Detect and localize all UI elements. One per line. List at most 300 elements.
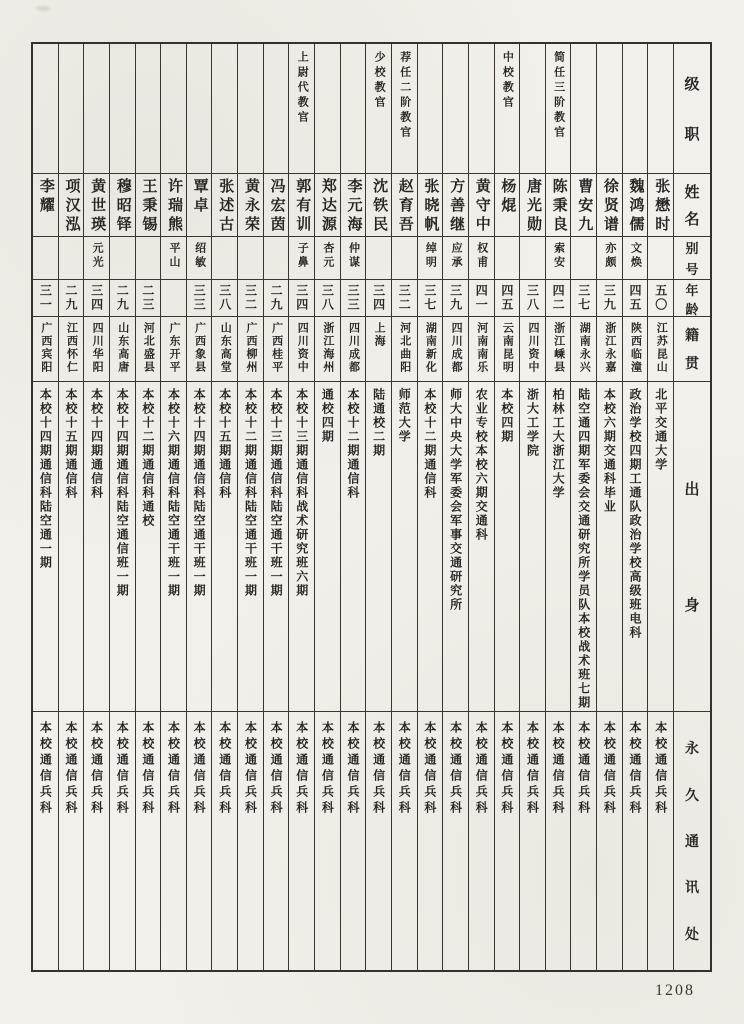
name-cell xyxy=(238,174,263,237)
alias-value: 仲谋 xyxy=(347,242,360,270)
alias-value: 权甫 xyxy=(475,242,488,270)
person-name: 张述古 xyxy=(217,178,234,235)
origin-cell xyxy=(136,382,161,712)
name-cell xyxy=(110,174,135,237)
rank-cell xyxy=(443,44,468,174)
header-name-label: 姓 名 xyxy=(684,184,700,229)
origin-cell xyxy=(392,382,417,712)
native-place-cell xyxy=(84,317,109,382)
age-value: 五〇 xyxy=(653,284,668,312)
person-column xyxy=(33,44,58,970)
origin-cell xyxy=(623,382,648,712)
rank-cell xyxy=(546,44,571,174)
name-cell xyxy=(33,174,58,237)
origin-cell xyxy=(315,382,340,712)
permanent-address-cell xyxy=(366,712,391,970)
native-place-cell xyxy=(136,317,161,382)
origin-cell xyxy=(597,382,622,712)
person-column xyxy=(340,44,366,970)
alias-value: 应承 xyxy=(450,242,463,270)
table-header-column xyxy=(673,44,710,970)
person-name: 徐贤谱 xyxy=(601,178,618,235)
age-value: 二九 xyxy=(63,284,78,312)
origin-cell xyxy=(418,382,443,712)
name-cell xyxy=(623,174,648,237)
name-cell xyxy=(136,174,161,237)
native-place-value: 四川资中 xyxy=(296,322,309,374)
alias-value: 亦颇 xyxy=(603,242,616,270)
name-cell xyxy=(392,174,417,237)
rank-cell xyxy=(59,44,84,174)
age-value: 三四 xyxy=(294,284,309,312)
age-cell xyxy=(648,280,673,317)
person-column xyxy=(314,44,340,970)
native-place-value: 河南南乐 xyxy=(475,322,488,374)
person-name: 黄世瑛 xyxy=(89,178,106,235)
origin-cell xyxy=(520,382,545,712)
person-name: 陈秉良 xyxy=(550,178,567,235)
person-name: 许瑞熊 xyxy=(166,178,183,235)
permanent-address-value: 本校通信兵科 xyxy=(653,721,668,817)
permanent-address-value: 本校通信兵科 xyxy=(320,721,335,817)
person-name: 黄永荣 xyxy=(242,178,259,235)
person-column xyxy=(58,44,84,970)
native-place-value: 江苏昆山 xyxy=(655,322,668,374)
alias-cell xyxy=(623,237,648,280)
native-place-value: 广东开平 xyxy=(168,322,181,374)
rank-cell xyxy=(495,44,520,174)
person-name: 李耀 xyxy=(37,178,54,216)
native-place-value: 广西象县 xyxy=(193,322,206,374)
origin-value: 本校十三期通信科陆空通干班一期 xyxy=(269,388,284,598)
person-column xyxy=(135,44,161,970)
origin-cell xyxy=(187,382,212,712)
alias-cell xyxy=(84,237,109,280)
origin-cell xyxy=(571,382,596,712)
native-place-value: 浙江海州 xyxy=(321,322,334,374)
alias-value: 索安 xyxy=(552,242,565,270)
native-place-value: 河北曲阳 xyxy=(398,322,411,374)
person-name: 黄守中 xyxy=(473,178,490,235)
page-number: 1208 xyxy=(655,982,695,999)
age-cell xyxy=(520,280,545,317)
person-column xyxy=(442,44,468,970)
native-place-value: 广西宾阳 xyxy=(39,322,52,374)
native-place-cell xyxy=(623,317,648,382)
rank-value: 中校教官 xyxy=(501,51,514,111)
name-cell xyxy=(84,174,109,237)
origin-value: 师大中央大学军委会军事交通研究所 xyxy=(448,388,463,612)
name-cell xyxy=(443,174,468,237)
permanent-address-value: 本校通信兵科 xyxy=(140,721,155,817)
permanent-address-cell xyxy=(495,712,520,970)
rank-value: 荐任二阶教官 xyxy=(398,51,411,141)
person-columns xyxy=(33,44,673,970)
name-cell xyxy=(315,174,340,237)
person-name: 魏鸿儒 xyxy=(627,178,644,235)
alias-cell xyxy=(136,237,161,280)
rank-cell xyxy=(212,44,237,174)
native-place-value: 广西柳州 xyxy=(244,322,257,374)
age-value: 三一 xyxy=(38,284,53,312)
rank-cell xyxy=(418,44,443,174)
native-place-cell xyxy=(648,317,673,382)
native-place-value: 四川成都 xyxy=(450,322,463,374)
origin-value: 本校十二期通信科陆空通干班一期 xyxy=(243,388,258,598)
age-cell xyxy=(597,280,622,317)
native-place-cell xyxy=(571,317,596,382)
permanent-address-value: 本校通信兵科 xyxy=(294,721,309,817)
age-value: 三七 xyxy=(422,284,437,312)
name-cell xyxy=(366,174,391,237)
origin-cell xyxy=(648,382,673,712)
origin-value: 本校十四期通信科陆空通干班一期 xyxy=(192,388,207,598)
age-cell xyxy=(59,280,84,317)
native-place-cell xyxy=(59,317,84,382)
name-cell xyxy=(187,174,212,237)
alias-cell xyxy=(392,237,417,280)
native-place-cell xyxy=(341,317,366,382)
native-place-cell xyxy=(520,317,545,382)
permanent-address-value: 本校通信兵科 xyxy=(602,721,617,817)
person-name: 曹安九 xyxy=(576,178,593,235)
alias-cell xyxy=(187,237,212,280)
age-value: 三三 xyxy=(346,284,360,312)
person-column xyxy=(186,44,212,970)
permanent-address-cell xyxy=(597,712,622,970)
age-cell xyxy=(495,280,520,317)
rank-cell xyxy=(520,44,545,174)
age-cell xyxy=(289,280,314,317)
permanent-address-cell xyxy=(264,712,289,970)
person-name: 项汉泓 xyxy=(63,178,80,235)
native-place-cell xyxy=(161,317,186,382)
age-cell xyxy=(212,280,237,317)
person-column xyxy=(109,44,135,970)
person-column xyxy=(160,44,186,970)
rank-cell xyxy=(136,44,161,174)
permanent-address-cell xyxy=(418,712,443,970)
native-place-cell xyxy=(546,317,571,382)
origin-value: 陆空通四期军委会交通研究所学员队本校战术班七期 xyxy=(576,388,591,710)
person-column xyxy=(545,44,571,970)
origin-value: 本校十四期通信科陆空通一期 xyxy=(38,388,53,570)
alias-cell xyxy=(418,237,443,280)
header-name-cell xyxy=(674,174,710,237)
permanent-address-value: 本校通信兵科 xyxy=(269,721,284,817)
scan-smudge xyxy=(36,6,50,11)
native-place-value: 浙江嵊县 xyxy=(552,322,565,374)
alias-cell xyxy=(443,237,468,280)
age-value: 四五 xyxy=(499,284,514,312)
alias-cell xyxy=(161,237,186,280)
header-origin-label: 出 身 xyxy=(684,481,700,615)
permanent-address-cell xyxy=(341,712,366,970)
origin-cell xyxy=(110,382,135,712)
alias-value: 绰明 xyxy=(424,242,437,270)
alias-value: 子鼻 xyxy=(296,242,309,270)
header-alias-label: 别 号 xyxy=(685,241,699,277)
header-permanent-address-label: 永 久 通 讯 处 xyxy=(685,742,699,943)
origin-value: 通校四期 xyxy=(320,388,335,444)
permanent-address-cell xyxy=(546,712,571,970)
alias-cell xyxy=(212,237,237,280)
person-column xyxy=(494,44,520,970)
native-place-value: 陕西临潼 xyxy=(629,322,642,374)
rank-cell xyxy=(315,44,340,174)
name-cell xyxy=(495,174,520,237)
permanent-address-value: 本校通信兵科 xyxy=(499,721,514,817)
permanent-address-cell xyxy=(648,712,673,970)
age-value: 三九 xyxy=(448,284,463,312)
native-place-value: 广西桂平 xyxy=(270,322,283,374)
permanent-address-value: 本校通信兵科 xyxy=(371,721,386,817)
alias-value: 元光 xyxy=(91,242,104,270)
age-value: 二九 xyxy=(115,284,130,312)
native-place-cell xyxy=(597,317,622,382)
permanent-address-value: 本校通信兵科 xyxy=(628,721,643,817)
person-name: 覃卓 xyxy=(191,178,208,216)
age-cell xyxy=(187,280,212,317)
origin-cell xyxy=(366,382,391,712)
header-native-place-cell xyxy=(674,317,710,382)
person-name: 沈铁民 xyxy=(371,178,388,235)
age-value: 二三 xyxy=(140,284,155,312)
native-place-cell xyxy=(264,317,289,382)
person-column xyxy=(647,44,673,970)
age-value: 三四 xyxy=(371,284,386,312)
native-place-value: 浙江永嘉 xyxy=(603,322,616,374)
age-cell xyxy=(546,280,571,317)
age-cell xyxy=(366,280,391,317)
permanent-address-cell xyxy=(161,712,186,970)
permanent-address-value: 本校通信兵科 xyxy=(38,721,53,817)
age-cell xyxy=(418,280,443,317)
rank-cell xyxy=(289,44,314,174)
origin-value: 本校十五期通信科 xyxy=(63,388,78,500)
age-cell xyxy=(110,280,135,317)
rank-cell xyxy=(469,44,494,174)
rank-cell xyxy=(264,44,289,174)
rank-cell xyxy=(238,44,263,174)
permanent-address-value: 本校通信兵科 xyxy=(576,721,591,817)
name-cell xyxy=(212,174,237,237)
alias-cell xyxy=(469,237,494,280)
alias-cell xyxy=(238,237,263,280)
origin-value: 师范大学 xyxy=(397,388,412,444)
rank-cell xyxy=(341,44,366,174)
origin-cell xyxy=(341,382,366,712)
age-value: 二九 xyxy=(269,284,284,312)
person-column xyxy=(391,44,417,970)
age-cell xyxy=(623,280,648,317)
origin-cell xyxy=(443,382,468,712)
permanent-address-cell xyxy=(59,712,84,970)
alias-cell xyxy=(597,237,622,280)
name-cell xyxy=(418,174,443,237)
rank-cell xyxy=(187,44,212,174)
native-place-cell xyxy=(289,317,314,382)
origin-value: 政治学校四期工通队政治学校高级班电科 xyxy=(628,388,643,640)
permanent-address-cell xyxy=(469,712,494,970)
native-place-cell xyxy=(366,317,391,382)
age-cell xyxy=(443,280,468,317)
age-cell xyxy=(84,280,109,317)
name-cell xyxy=(264,174,289,237)
name-cell xyxy=(341,174,366,237)
permanent-address-value: 本校通信兵科 xyxy=(89,721,104,817)
age-cell xyxy=(571,280,596,317)
native-place-cell xyxy=(110,317,135,382)
permanent-address-cell xyxy=(443,712,468,970)
person-column xyxy=(468,44,494,970)
rank-cell xyxy=(623,44,648,174)
person-column xyxy=(519,44,545,970)
person-name: 赵育吾 xyxy=(396,178,413,235)
permanent-address-value: 本校通信兵科 xyxy=(217,721,232,817)
permanent-address-cell xyxy=(315,712,340,970)
origin-cell xyxy=(469,382,494,712)
person-name: 郭有训 xyxy=(294,178,311,235)
alias-cell xyxy=(264,237,289,280)
alias-value: 绍敏 xyxy=(193,242,206,270)
alias-cell xyxy=(289,237,314,280)
rank-cell xyxy=(392,44,417,174)
age-cell xyxy=(238,280,263,317)
origin-value: 本校十二期通信科 xyxy=(346,388,360,500)
rank-cell xyxy=(597,44,622,174)
rank-value: 简任三阶教官 xyxy=(552,51,565,141)
person-name: 唐光勋 xyxy=(524,178,541,235)
header-native-place-label: 籍 贯 xyxy=(685,329,699,372)
age-value: 三七 xyxy=(576,284,591,312)
origin-value: 本校四期 xyxy=(499,388,514,444)
permanent-address-value: 本校通信兵科 xyxy=(422,721,437,817)
rank-value: 少校教官 xyxy=(373,51,386,111)
permanent-address-cell xyxy=(571,712,596,970)
origin-value: 本校十四期通信科陆空通信班一期 xyxy=(115,388,130,598)
age-value: 三三 xyxy=(192,284,207,312)
age-cell xyxy=(264,280,289,317)
permanent-address-value: 本校通信兵科 xyxy=(166,721,181,817)
origin-value: 本校十五期通信科 xyxy=(217,388,232,500)
origin-value: 本校十二期通信科通校 xyxy=(140,388,155,528)
alias-cell xyxy=(366,237,391,280)
person-name: 郑达源 xyxy=(319,178,336,235)
alias-cell xyxy=(546,237,571,280)
name-cell xyxy=(520,174,545,237)
age-value: 三八 xyxy=(525,284,540,312)
person-name: 冯宏茵 xyxy=(268,178,285,235)
header-rank-cell xyxy=(674,44,710,174)
name-cell xyxy=(571,174,596,237)
rank-cell xyxy=(33,44,58,174)
name-cell xyxy=(59,174,84,237)
name-cell xyxy=(161,174,186,237)
permanent-address-value: 本校通信兵科 xyxy=(474,721,489,817)
native-place-value: 四川资中 xyxy=(526,322,539,374)
permanent-address-cell xyxy=(212,712,237,970)
alias-value: 文焕 xyxy=(629,242,642,270)
header-alias-cell xyxy=(674,237,710,280)
permanent-address-value: 本校通信兵科 xyxy=(448,721,463,817)
native-place-cell xyxy=(315,317,340,382)
age-value: 三二 xyxy=(397,284,412,312)
permanent-address-value: 本校通信兵科 xyxy=(115,721,130,817)
permanent-address-cell xyxy=(623,712,648,970)
alias-cell xyxy=(648,237,673,280)
person-column xyxy=(570,44,596,970)
origin-value: 本校六期交通科毕业 xyxy=(602,388,617,514)
name-cell xyxy=(289,174,314,237)
native-place-value: 上海 xyxy=(373,322,386,348)
origin-cell xyxy=(59,382,84,712)
native-place-value: 山东高堂 xyxy=(219,322,232,374)
permanent-address-cell xyxy=(84,712,109,970)
permanent-address-cell xyxy=(187,712,212,970)
header-age-cell xyxy=(674,280,710,317)
age-cell xyxy=(315,280,340,317)
rank-cell xyxy=(84,44,109,174)
name-cell xyxy=(546,174,571,237)
native-place-cell xyxy=(392,317,417,382)
personnel-register-table xyxy=(31,42,712,972)
person-column xyxy=(263,44,289,970)
native-place-cell xyxy=(187,317,212,382)
age-value: 三二 xyxy=(243,284,258,312)
person-name: 张懋时 xyxy=(653,178,670,235)
rank-cell xyxy=(366,44,391,174)
origin-cell xyxy=(495,382,520,712)
rank-value: 上尉代教官 xyxy=(296,51,309,126)
native-place-value: 湖南新化 xyxy=(424,322,437,374)
alias-cell xyxy=(495,237,520,280)
age-cell xyxy=(136,280,161,317)
person-column xyxy=(288,44,314,970)
name-cell xyxy=(648,174,673,237)
alias-cell xyxy=(315,237,340,280)
permanent-address-value: 本校通信兵科 xyxy=(346,721,360,817)
person-name: 张晓帆 xyxy=(422,178,439,235)
rank-cell xyxy=(161,44,186,174)
alias-cell xyxy=(59,237,84,280)
person-column xyxy=(237,44,263,970)
rank-cell xyxy=(648,44,673,174)
alias-cell xyxy=(520,237,545,280)
age-value: 四五 xyxy=(628,284,643,312)
alias-cell xyxy=(571,237,596,280)
header-permanent-address-cell xyxy=(674,712,710,970)
person-name: 穆昭铎 xyxy=(114,178,131,235)
person-name: 杨焜 xyxy=(499,178,516,216)
native-place-value: 四川华阳 xyxy=(91,322,104,374)
permanent-address-value: 本校通信兵科 xyxy=(243,721,258,817)
origin-value: 本校十三期通信科战术研究班六期 xyxy=(294,388,309,598)
permanent-address-value: 本校通信兵科 xyxy=(192,721,207,817)
alias-cell xyxy=(341,237,366,280)
alias-value: 杏元 xyxy=(321,242,334,270)
permanent-address-cell xyxy=(136,712,161,970)
person-name: 李元海 xyxy=(345,178,362,235)
permanent-address-value: 本校通信兵科 xyxy=(397,721,412,817)
permanent-address-cell xyxy=(110,712,135,970)
person-name: 王秉锡 xyxy=(140,178,157,235)
origin-cell xyxy=(161,382,186,712)
header-age-label: 年 龄 xyxy=(685,283,699,317)
rank-cell xyxy=(571,44,596,174)
rank-cell xyxy=(110,44,135,174)
person-column xyxy=(622,44,648,970)
